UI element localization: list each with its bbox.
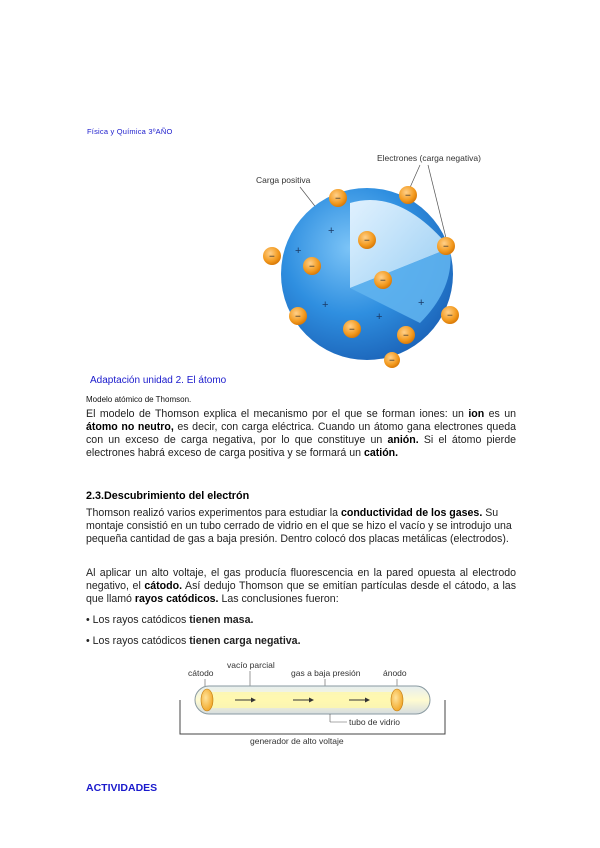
label-cathode: cátodo (188, 668, 214, 678)
svg-text:−: − (364, 235, 370, 247)
label-anode: ánodo (383, 668, 407, 678)
cathode-electrode (201, 689, 213, 711)
label-high-voltage-generator: generador de alto voltaje (250, 736, 344, 746)
paragraph-ions: El modelo de Thomson explica el mecanismo por el que se forman iones: un ion es un átomo no neutro, es decir, con carga eléctrica. Cuando un átomo gana electrones queda con un exceso de carga negativa, por lo que constituye un anión. Si el átomo pierde electrones habrá exceso de carga positiva y se formará un catión. (86, 408, 517, 459)
paragraph-cathode-rays: Al aplicar un alto voltaje, el gas producía fluorescencia en la pared opuesta al electrodo negativo, el cátodo. Así dedujo Thomson que se emitían partículas desde el cátodo, a las que llamó rayos catódicos. Las conclusiones fueron: (86, 567, 516, 605)
svg-text:−: − (295, 311, 301, 323)
plus-sign: + (295, 245, 302, 257)
svg-text:−: − (443, 241, 449, 253)
svg-text:−: − (309, 261, 315, 273)
list-item: • Los rayos catódicos tienen carga negativa. (86, 635, 301, 647)
unit-subtitle: Adaptación unidad 2. El átomo (90, 375, 227, 386)
svg-text:−: − (335, 193, 341, 205)
section-title: 2.3.Descubrimiento del electrón (86, 490, 250, 502)
plus-sign: + (328, 225, 335, 237)
svg-text:−: − (403, 330, 409, 342)
cathode-ray-tube-figure (175, 656, 450, 748)
svg-text:−: − (405, 190, 411, 202)
label-electrons: Electrones (carga negativa) (377, 153, 481, 163)
label-low-pressure-gas: gas a baja presión (291, 668, 361, 678)
plus-sign: + (418, 297, 425, 309)
paragraph-experiment: Thomson realizó varios experimentos para estudiar la conductividad de los gases. Su montaje consistió en un tubo cerrado de vidrio en el que se hizo el vacío y se introdujo una pequeña cantidad de gas a baja presión. Dentro colocó dos placas metálicas (electrodos). (86, 507, 512, 545)
svg-text:−: − (447, 310, 453, 322)
list-item: • Los rayos catódicos tienen masa. (86, 614, 254, 626)
activities-heading: ACTIVIDADES (86, 782, 158, 794)
figure-caption: Modelo atómico de Thomson. (86, 395, 192, 404)
anode-electrode (391, 689, 403, 711)
label-glass-tube: tubo de vidrio (349, 717, 401, 727)
page-header: Física y Química 3ºAÑO (87, 127, 173, 136)
label-partial-vacuum: vacío parcial (227, 660, 275, 670)
plus-sign: + (376, 311, 383, 323)
svg-text:−: − (349, 324, 355, 336)
svg-text:−: − (380, 275, 386, 287)
svg-text:−: − (389, 355, 395, 367)
label-positive-charge: Carga positiva (256, 175, 311, 185)
thomson-atom-figure (250, 148, 510, 370)
plus-sign: + (322, 299, 329, 311)
svg-text:−: − (269, 251, 275, 263)
